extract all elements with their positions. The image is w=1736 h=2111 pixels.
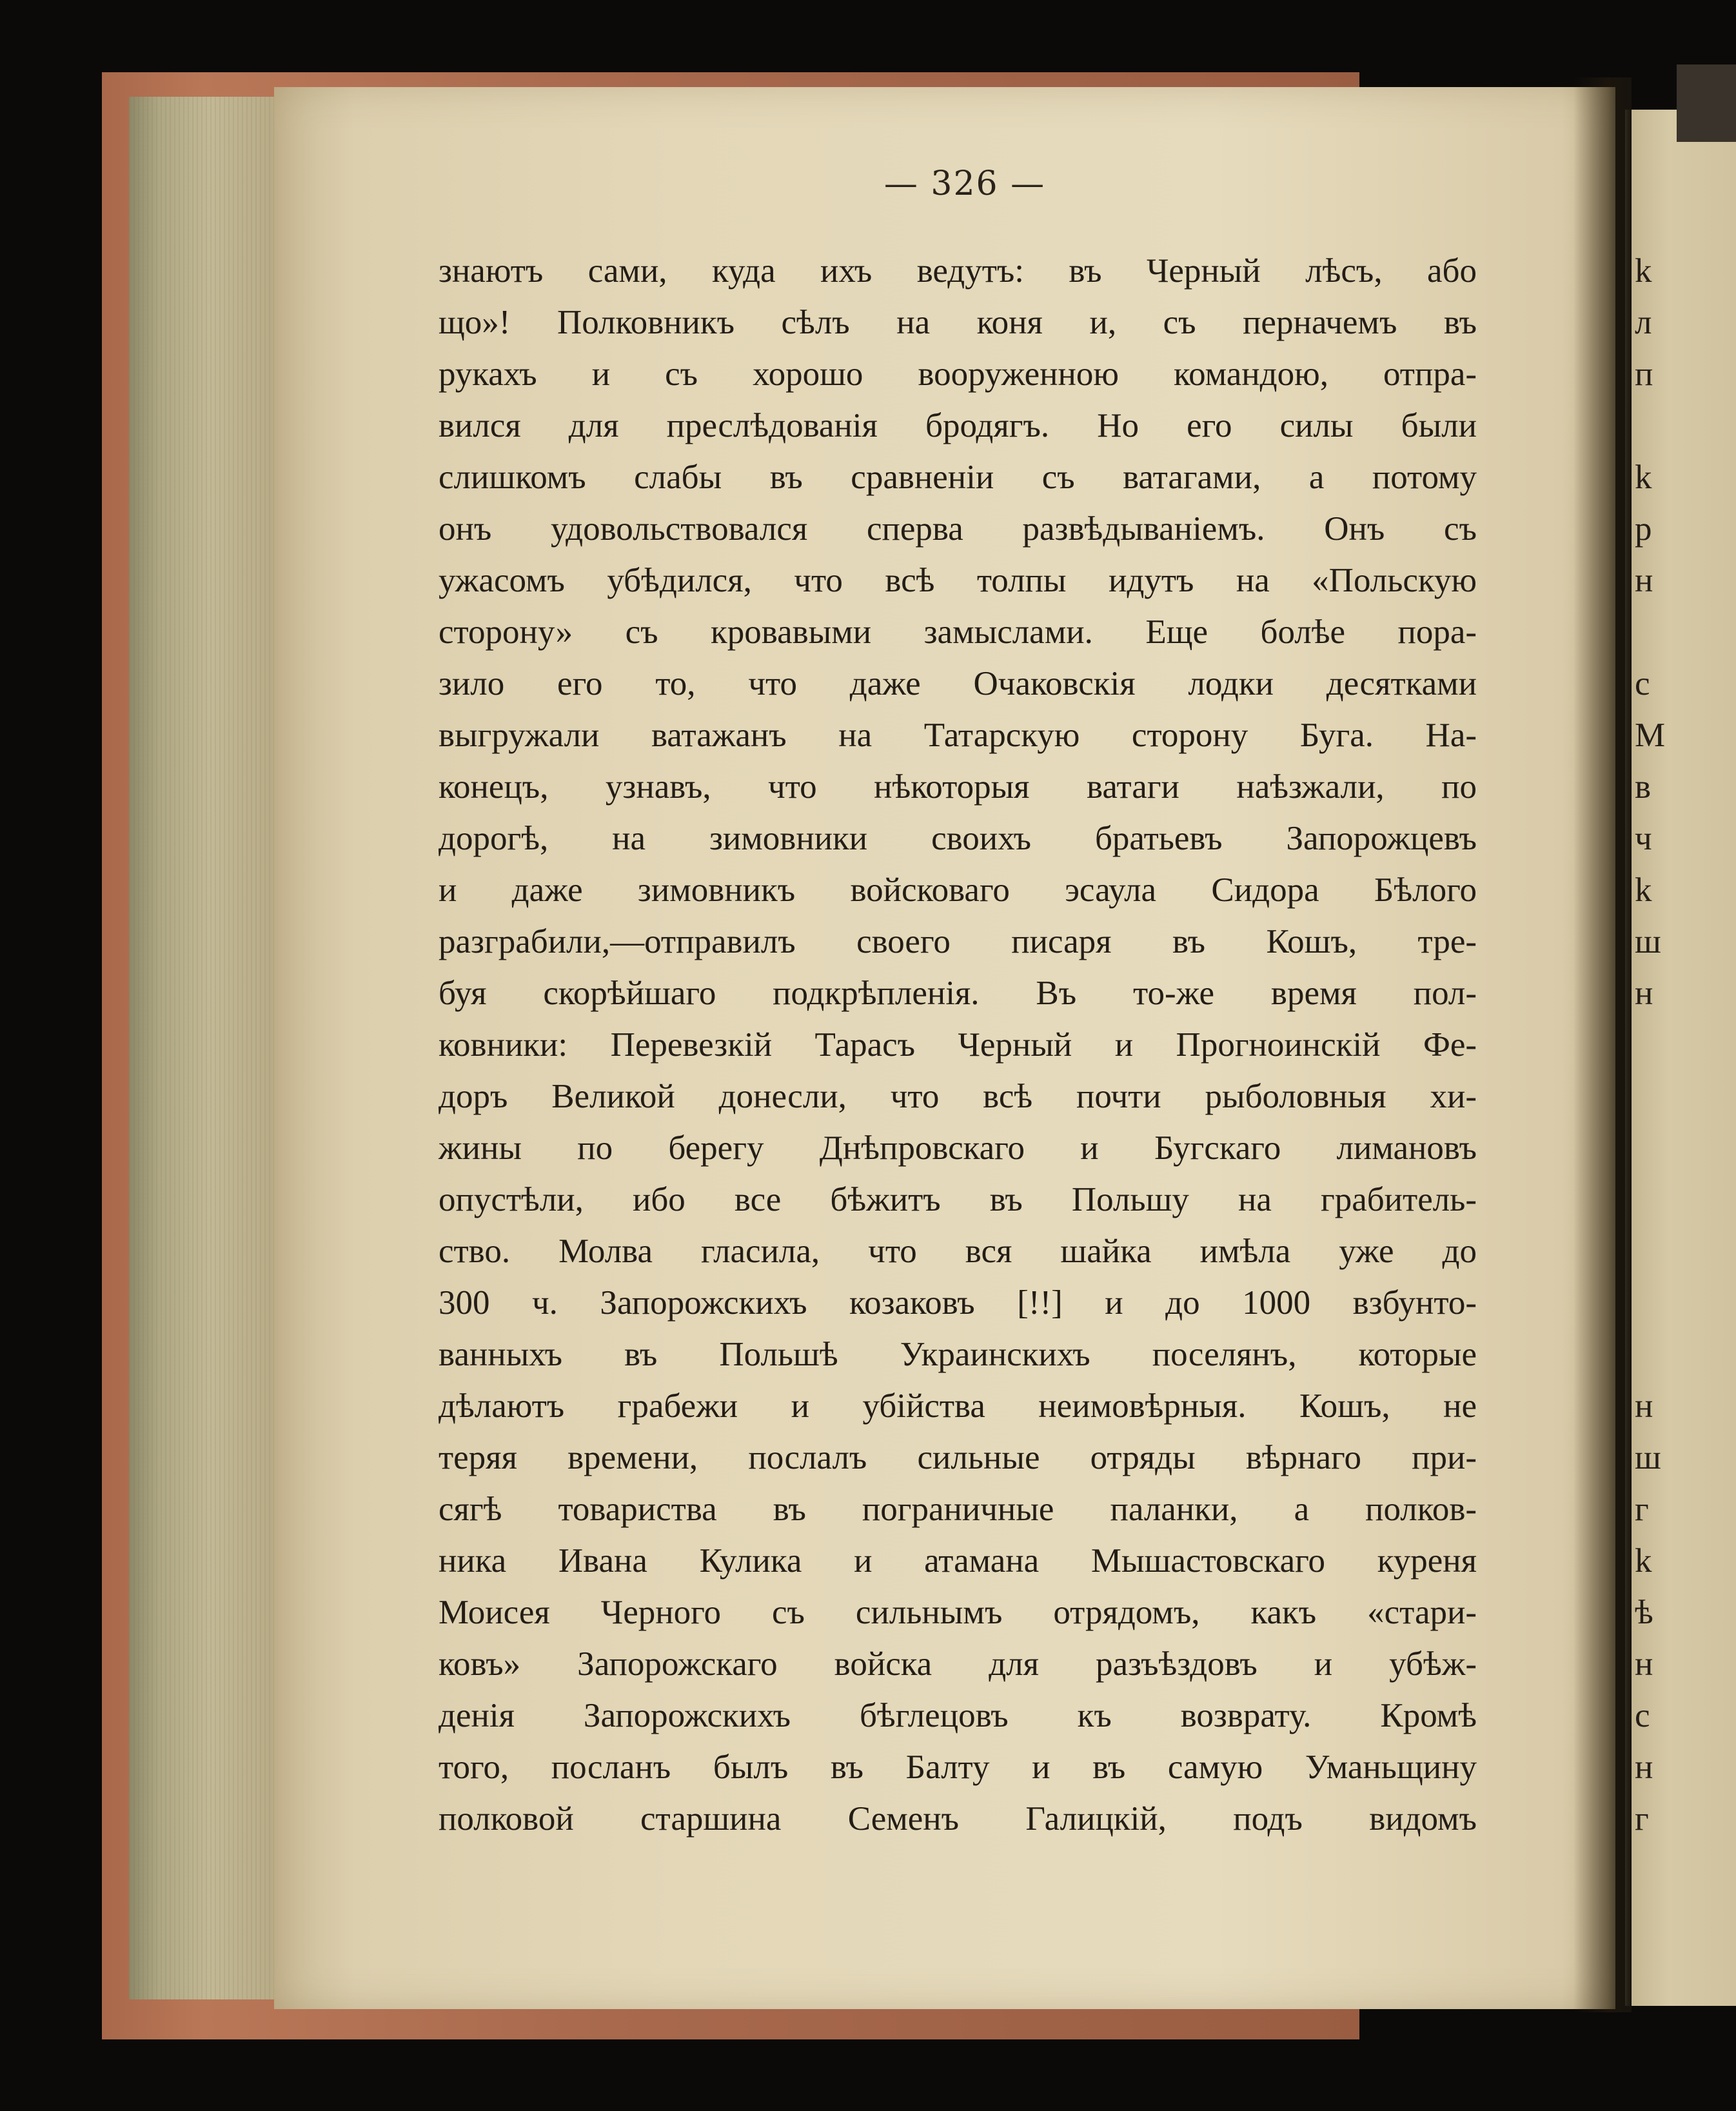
right-page-fragment: н: [1635, 1387, 1653, 1425]
text-line: дорогѣ, на зимовники своихъ братьевъ Запорожцевъ: [439, 820, 1477, 857]
text-line: зило его то, что даже Очаковскія лодки десятками: [439, 665, 1477, 702]
book-gutter: [1573, 77, 1632, 2012]
text-line: конецъ, узнавъ, что нѣкоторыя ватаги наѣзжали, по: [439, 768, 1477, 806]
right-page-fragment: k: [1635, 1542, 1652, 1580]
right-page-fragment: p: [1635, 510, 1652, 548]
right-page-fragment: k: [1635, 252, 1652, 290]
text-line: слишкомъ слабы въ сравненіи съ ватагами, а потому: [439, 459, 1477, 496]
right-page-fragment: л: [1635, 304, 1652, 341]
right-page-fragment: г: [1635, 1800, 1649, 1838]
text-line: ника Ивана Кулика и атамана Мышастовскаго куреня: [439, 1542, 1477, 1580]
text-line: доръ Великой донесли, что всѣ почти рыболовныя хи-: [439, 1078, 1477, 1115]
right-page-fragment: н: [1635, 1749, 1653, 1786]
text-line: сторону» съ кровавыми замыслами. Еще болѣе пора-: [439, 613, 1477, 651]
right-page-fragment: k: [1635, 871, 1652, 909]
right-page-fragment: c: [1635, 1697, 1650, 1734]
text-line: денія Запорожскихъ бѣглецовъ къ возврату. Кромѣ: [439, 1697, 1477, 1734]
right-page-fragment: в: [1635, 768, 1652, 806]
text-line: ванныхъ въ Польшѣ Украинскихъ поселянъ, которые: [439, 1336, 1477, 1373]
text-line: буя скорѣйшаго подкрѣпленія. Въ то-же время пол-: [439, 975, 1477, 1012]
text-line: ковъ» Запорожскаго войска для разъѣздовъ и убѣж-: [439, 1645, 1477, 1683]
text-line: ство. Молва гласила, что вся шайка имѣла уже до: [439, 1233, 1477, 1270]
text-line: того, посланъ былъ въ Балту и въ самую Уманьщину: [439, 1749, 1477, 1786]
text-line: рукахъ и съ хорошо вооруженною командою, отпра-: [439, 355, 1477, 393]
right-page-spine: [1677, 64, 1736, 142]
text-line: жины по берегу Днѣпровскаго и Бугскаго лимановъ: [439, 1129, 1477, 1167]
text-line: 300 ч. Запорожскихъ козаковъ [!!] и до 1000 взбунто-: [439, 1284, 1477, 1322]
text-line: Моисея Черного съ сильнымъ отрядомъ, какъ «стари-: [439, 1594, 1477, 1631]
right-page-fragment: н: [1635, 1645, 1653, 1683]
right-page-fragment: c: [1635, 665, 1650, 702]
text-line: и даже зимовникъ войсковаго эсаула Сидора Бѣлого: [439, 871, 1477, 909]
text-line: полковой старшина Семенъ Галицкій, подъ видомъ: [439, 1800, 1477, 1838]
right-page-fragment: ѣ: [1635, 1594, 1653, 1631]
page-edges: [129, 97, 277, 1999]
text-line: знаютъ сами, куда ихъ ведутъ: въ Черный лѣсъ, або: [439, 252, 1477, 290]
text-line: ужасомъ убѣдился, что всѣ толпы идутъ на «Польскую: [439, 562, 1477, 599]
right-page-fragment: k: [1635, 459, 1652, 496]
text-line: опустѣли, ибо все бѣжитъ въ Польшу на грабитель-: [439, 1181, 1477, 1218]
text-line: вился для преслѣдованія бродягъ. Но его силы были: [439, 407, 1477, 444]
text-line: теряя времени, послалъ сильные отряды вѣрнаго при-: [439, 1439, 1477, 1476]
text-line: онъ удовольствовался сперва развѣдываніемъ. Онъ съ: [439, 510, 1477, 548]
right-page-fragment: ш: [1635, 923, 1661, 960]
body-text: [439, 245, 1477, 1845]
text-line: дѣлаютъ грабежи и убійства неимовѣрныя. Кошъ, не: [439, 1387, 1477, 1425]
page-number: — 326 —: [883, 164, 1046, 203]
right-page-fragment: ш: [1635, 1439, 1661, 1476]
text-line: що»! Полковникъ сѣлъ на коня и, съ перначемъ въ: [439, 304, 1477, 341]
right-page-fragment: н: [1635, 562, 1653, 599]
right-page-fragment: п: [1635, 355, 1653, 393]
text-line: разграбили,—отправилъ своего писаря въ Кошъ, тре-: [439, 923, 1477, 960]
text-line: сягѣ товариства въ пограничные паланки, а полков-: [439, 1491, 1477, 1528]
right-page-fragment: M: [1635, 717, 1666, 754]
text-line: ковники: Перевезкій Тарасъ Черный и Прогноинскій Фе-: [439, 1026, 1477, 1064]
text-line: выгружали ватажанъ на Татарскую сторону Буга. На-: [439, 717, 1477, 754]
right-page-fragment: ч: [1635, 820, 1652, 857]
right-page-fragment: г: [1635, 1491, 1649, 1528]
right-page-fragment: н: [1635, 975, 1653, 1012]
